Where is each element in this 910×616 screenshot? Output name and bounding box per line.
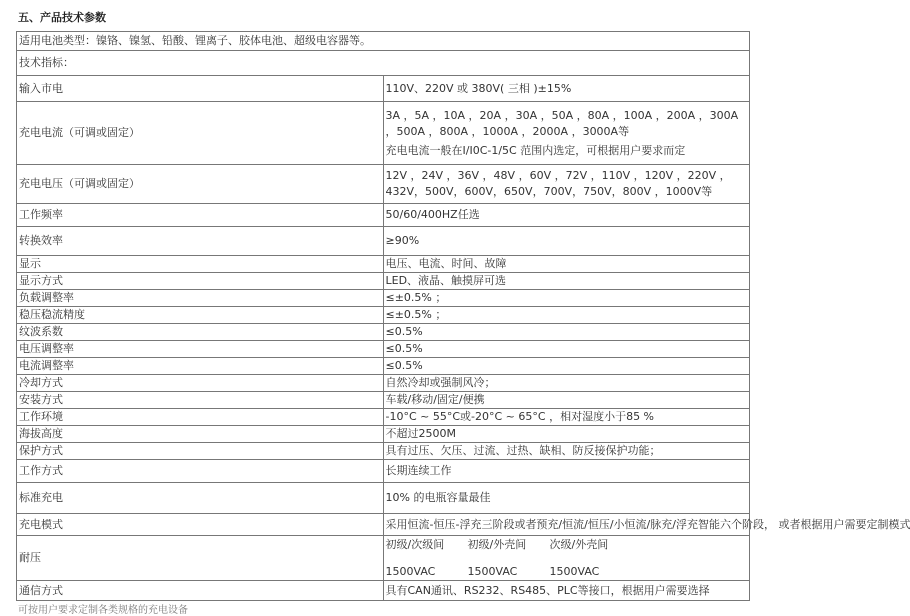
row-value: 12V ，24V ，36V ，48V ，60V ，72V ，110V ，120V ，220V ，432V，500V，600V，650V，700V，750V，800V ，1000V等 bbox=[383, 165, 750, 204]
table-row bbox=[17, 204, 750, 227]
row-value: ≤0.5% bbox=[383, 341, 750, 358]
row-label: 工作方式 bbox=[17, 460, 384, 483]
row-label: 转换效率 bbox=[17, 227, 384, 256]
row-value: 具有CAN通讯、RS232、RS485、PLC等接口，根据用户需要选择 bbox=[383, 581, 750, 601]
trailing-note: 可按用户要求定制各类规格的充电设备 bbox=[18, 605, 188, 616]
withstand-values bbox=[386, 564, 748, 580]
row-value bbox=[383, 102, 750, 165]
table-row bbox=[17, 392, 750, 409]
table-row bbox=[17, 290, 750, 307]
table-row bbox=[17, 76, 750, 102]
battery-types-row: 适用电池类型：镍铬、镍氢、铅酸、锂离子、胶体电池、超级电容器等。 bbox=[17, 32, 750, 51]
table-row bbox=[17, 227, 750, 256]
row-label: 充电电压（可调或固定） bbox=[17, 165, 384, 204]
section-title: 五、产品技术参数 bbox=[18, 11, 106, 24]
row-value: -10°C ~ 55°C或-20°C ~ 65°C ，相对湿度小于85 % bbox=[383, 409, 750, 426]
row-label: 输入市电 bbox=[17, 76, 384, 102]
table-row bbox=[17, 324, 750, 341]
row-label: 充电模式 bbox=[17, 514, 384, 536]
row-label: 耐压 bbox=[17, 536, 384, 581]
withstand-header: 初级/外壳间 bbox=[467, 537, 527, 551]
charge-current-note: 充电电流一般在I/I0C-1/5C 范围内选定，可根据用户要求而定 bbox=[385, 143, 686, 157]
row-label: 通信方式 bbox=[17, 581, 384, 601]
row-value: 采用恒流-恒压-浮充三阶段或者预充/恒流/恒压/小恒流/脉充/浮充智能六个阶段， 或者根据用户需要定制模式 bbox=[383, 514, 750, 536]
row-value: LED、液晶、触摸屏可选 bbox=[383, 273, 750, 290]
row-value: 自然冷却或强制风冷； bbox=[383, 375, 750, 392]
table-row bbox=[17, 165, 750, 204]
spec-table bbox=[16, 31, 910, 601]
row-value: 长期连续工作 bbox=[383, 460, 750, 483]
row-value: 110V、220V 或 380V( 三相 )±15% bbox=[383, 76, 750, 102]
row-label: 电流调整率 bbox=[17, 358, 384, 375]
withstand-header: 初级/次级间 bbox=[385, 537, 445, 551]
row-label: 冷却方式 bbox=[17, 375, 384, 392]
withstand-value: 1500VAC bbox=[467, 564, 518, 578]
row-value: 电压、电流、时间、故障 bbox=[383, 256, 750, 273]
charge-current-values: 3A ，5A ，10A ，20A ，30A ，50A ，80A ，100A ，200A ，300A ，500A ，800A ，1000A ，2000A ，3000A等 bbox=[385, 108, 739, 138]
row-label: 充电电流（可调或固定） bbox=[17, 102, 384, 165]
row-value: 具有过压、欠压、过流、过热、缺相、防反接保护功能； bbox=[383, 443, 750, 460]
table-row bbox=[17, 514, 750, 536]
row-label: 纹波系数 bbox=[17, 324, 384, 341]
withstand-value: 1500VAC bbox=[385, 564, 436, 578]
row-label: 电压调整率 bbox=[17, 341, 384, 358]
table-row bbox=[17, 358, 750, 375]
table-row bbox=[17, 102, 750, 165]
row-value: ≤0.5% bbox=[383, 324, 750, 341]
row-value: ≤±0.5% ； bbox=[383, 307, 750, 324]
table-row bbox=[17, 273, 750, 290]
row-value: 车载/移动/固定/便携 bbox=[383, 392, 750, 409]
row-label: 稳压稳流精度 bbox=[17, 307, 384, 324]
table-row bbox=[17, 307, 750, 324]
withstand-voltage-cell bbox=[383, 536, 750, 581]
row-label: 显示 bbox=[17, 256, 384, 273]
row-label: 工作频率 bbox=[17, 204, 384, 227]
table-row bbox=[17, 341, 750, 358]
row-label: 保护方式 bbox=[17, 443, 384, 460]
table-row bbox=[17, 581, 750, 601]
withstand-value: 1500VAC bbox=[549, 564, 600, 578]
row-value: ≤±0.5% ； bbox=[383, 290, 750, 307]
row-value: 10% 的电瓶容量最佳 bbox=[383, 483, 750, 514]
row-label: 工作环境 bbox=[17, 409, 384, 426]
row-value: 50/60/400HZ任选 bbox=[383, 204, 750, 227]
table-row bbox=[17, 256, 750, 273]
row-label: 显示方式 bbox=[17, 273, 384, 290]
row-value: ≥90% bbox=[383, 227, 750, 256]
row-value: ≤0.5% bbox=[383, 358, 750, 375]
table-row bbox=[17, 375, 750, 392]
table-row bbox=[17, 536, 750, 581]
row-label: 负载调整率 bbox=[17, 290, 384, 307]
withstand-header: 次级/外壳间 bbox=[549, 537, 609, 551]
table-row bbox=[17, 51, 750, 76]
table-row bbox=[17, 409, 750, 426]
table-row bbox=[17, 460, 750, 483]
withstand-headers bbox=[386, 537, 748, 553]
table-row bbox=[17, 483, 750, 514]
row-label: 海拔高度 bbox=[17, 426, 384, 443]
tech-indicators-row: 技术指标： bbox=[17, 51, 750, 76]
table-row bbox=[17, 32, 750, 51]
row-value: 不超过2500M bbox=[383, 426, 750, 443]
row-label: 标准充电 bbox=[17, 483, 384, 514]
row-label: 安装方式 bbox=[17, 392, 384, 409]
table-row bbox=[17, 443, 750, 460]
table-row bbox=[17, 426, 750, 443]
